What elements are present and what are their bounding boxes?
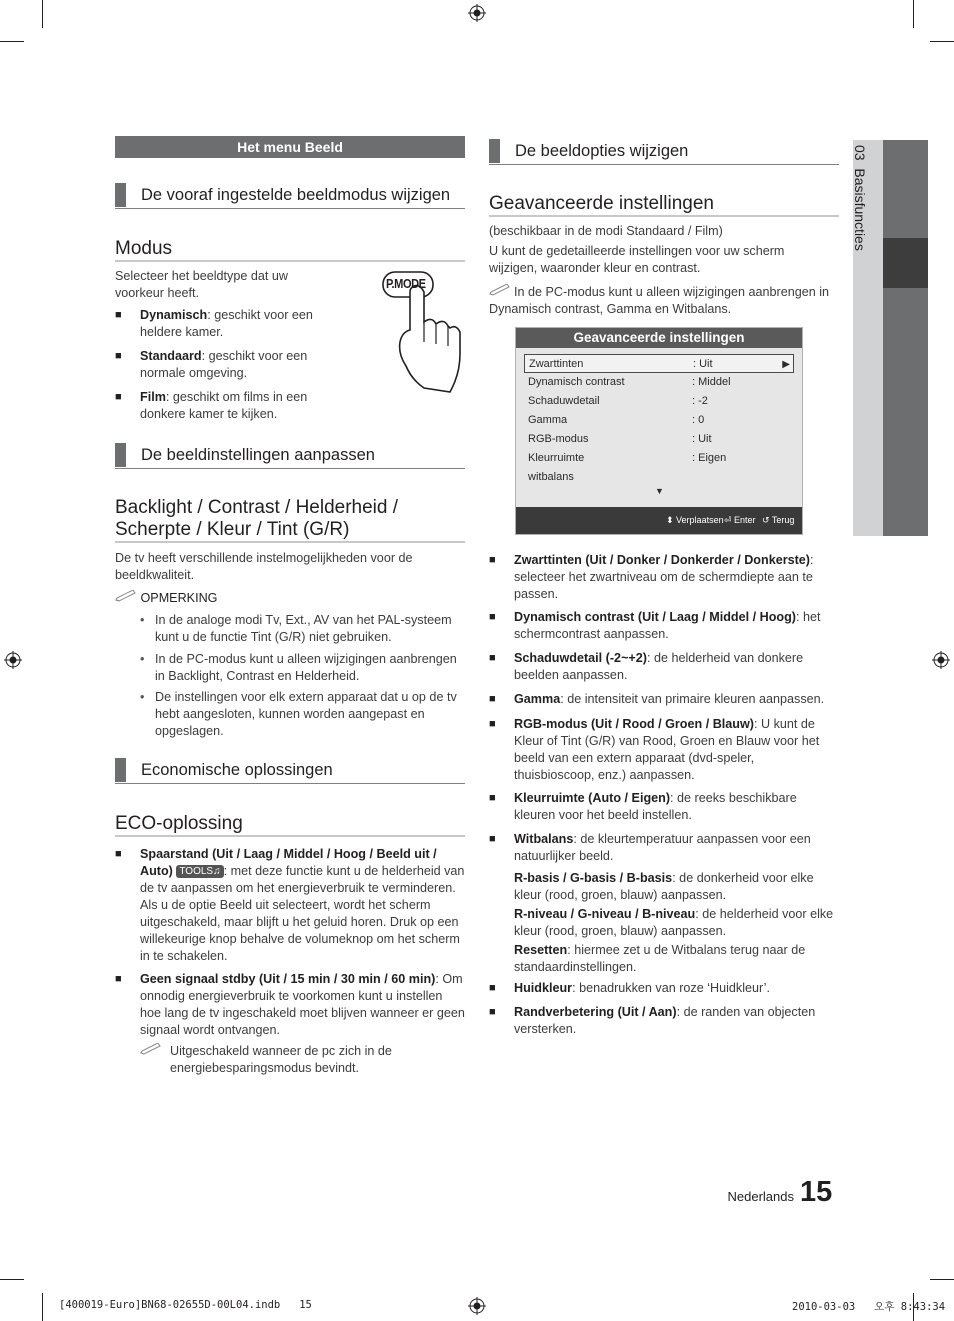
note-item: • In de PC-modus kunt u alleen wijzigingen aanbrengen in Backlight, Contrast en Helderheid. [140,651,465,685]
option-item: ■ Huidkleur: benadrukken van roze ‘Huidkleur’. [489,980,834,997]
option-item: ■ Kleurruimte (Auto / Eigen): de reeks beschikbare kleuren voor het beeld instellen. [489,790,834,824]
subhead-preset: De vooraf ingestelde beeldmodus wijzigen [115,185,465,209]
chapter-tab-marker [883,238,928,288]
footer-language: Nederlands [727,1189,794,1204]
tools-badge: TOOLS♫ [176,865,223,878]
witbalans-sub-item: Resetten: hiermee zet u de Witbalans terug naar de standaardinstellingen. [514,943,806,974]
eco-title: ECO-oplossing [115,813,465,837]
print-timestamp: 2010-03-03 오후 8:43:34 [792,1301,946,1313]
option-item: ■ Dynamisch contrast (Uit / Laag / Middel / Hoog): het schermcontrast aanpassen. [489,609,834,643]
option-item: ■ RGB-modus (Uit / Rood / Groen / Blauw): U kunt de Kleur of Tint (G/R) van Rood, Groen en Blauw voor het beeld van een extern apparaat (dvd-speler, thuisbioscoop, enz.) aanpassen. [489,716,834,784]
modus-title: Modus [115,238,465,262]
subhead-adjust: De beeldinstellingen aanpassen [115,445,465,469]
advanced-availability: (beschikbaar in de modi Standaard / Film) [489,224,723,238]
page-number: 15 [800,1176,833,1208]
subhead-options: De beeldopties wijzigen [489,141,839,165]
osd-row[interactable]: RGB-modus : Uit [528,433,712,445]
note-item: • De instellingen voor elk extern apparaat dat u op de tv hebt aangesloten, kunnen worden aangepast en opgeslagen. [140,689,465,740]
eco-note: Uitgeschakeld wanneer de pc zich in de energiebesparingsmodus bevindt. [170,1044,392,1075]
modus-item: ■ Film: geschikt om films in een donkere kamer te kijken. [115,389,330,423]
option-item: ■ Zwarttinten (Uit / Donker / Donkerder / Donkerste): selecteer het zwartniveau om de schermdiepte aan te passen. [489,552,834,603]
witbalans-sub-item: R-basis / G-basis / B-basis: de donkerheid voor elke kleur (rood, groen, blauw) aanpassen. [514,871,814,902]
osd-hint-enter: ⏎ Enter [724,515,756,525]
option-item: ■ Randverbetering (Uit / Aan): de randen van objecten versterken. [489,1004,834,1038]
crop-mark [930,1279,954,1280]
crop-mark [42,1293,43,1321]
osd-row[interactable]: Dynamisch contrast : Middel [528,376,731,388]
modus-item: ■ Dynamisch: geschikt voor een heldere kamer. [115,307,330,341]
crop-mark [42,0,43,28]
osd-row[interactable]: Kleurruimte : Eigen [528,452,727,464]
option-item: ■ Witbalans: de kleurtemperatuur aanpassen voor een natuurlijker beeld. [489,831,834,865]
registration-mark-icon [468,1297,486,1315]
pencil-note-icon [140,1043,162,1055]
scroll-down-icon[interactable]: ▼ [655,486,664,496]
section-title: Het menu Beeld [115,136,465,158]
osd-menu [515,327,803,535]
osd-hint-move: ⬍ Verplaatsen [666,515,724,525]
chapter-tab-label: 03 Basisfuncties [852,145,868,251]
osd-hint-back: ↺ Terug [762,515,795,525]
registration-mark-icon [932,651,950,669]
registration-mark-icon [468,4,486,22]
backlight-intro: De tv heeft verschillende instelmogelijkheden voor de beeldkwaliteit. [115,551,413,582]
file-info: [400019-Euro]BN68-02655D-00L04.indb 15 [59,1299,312,1311]
modus-intro: Selecteer het beeldtype dat uw voorkeur heeft. [115,269,288,300]
backlight-title: Backlight / Contrast / Helderheid / Scherpte / Kleur / Tint (G/R) [115,497,465,543]
osd-row[interactable]: Schaduwdetail : -2 [528,395,708,407]
advanced-intro: U kunt de gedetailleerde instellingen voor uw scherm wijzigen, waaronder kleur en contrast. [489,244,785,275]
advanced-note: In de PC-modus kunt u alleen wijzigingen aanbrengen in Dynamisch contrast, Gamma en Witbalans. [489,285,830,316]
crop-mark [913,0,914,28]
crop-mark [0,1279,24,1280]
note-heading: OPMERKING [115,590,315,607]
option-item: ■ Gamma: de intensiteit van primaire kleuren aanpassen. [489,691,834,708]
crop-mark [930,41,954,42]
osd-row[interactable]: Zwarttinten : Uit ▶ [524,354,794,373]
pmode-button-label: P.MODE [386,276,426,291]
pencil-note-icon [115,590,137,602]
chapter-tab-band [883,140,928,536]
eco-item: ■ Geen signaal stdby (Uit / 15 min / 30 min / 60 min): Om onnodig energieverbruik te voorkomen kunt u instellen hoe lang de tv ingeschakeld moet blijven wanneer er geen signaal wordt ontvangen. [115,971,465,1039]
note-item: • In de analoge modi Tv, Ext., AV van het PAL-systeem kunt u de functie Tint (G/R) niet gebruiken. [140,612,465,646]
osd-title: Geavanceerde instellingen [516,328,802,348]
subhead-eco: Economische oplossingen [115,760,465,784]
osd-footer [516,507,802,534]
option-item: ■ Schaduwdetail (-2~+2): de helderheid van donkere beelden aanpassen. [489,650,834,684]
eco-item: ■ Spaarstand (Uit / Laag / Middel / Hoog / Beeld uit / Auto) TOOLS♫ : met deze functie kunt u de helderheid van de tv aanpassen om het energieverbruik te verminderen. Als u de optie Beeld uit selecteert, wordt het scherm uitgeschakeld, maar blijft u het geluid horen. Druk op een willekeurige knop behalve de volumeknop om het scherm in te schakelen. [115,846,465,965]
advanced-title: Geavanceerde instellingen [489,193,839,217]
osd-row[interactable]: witbalans [528,471,574,483]
arrow-right-icon: ▶ [782,359,790,370]
registration-mark-icon [4,651,22,669]
osd-row[interactable]: Gamma : 0 [528,414,705,426]
modus-item: ■ Standaard: geschikt voor een normale omgeving. [115,348,330,382]
witbalans-sub-item: R-niveau / G-niveau / B-niveau: de helderheid voor elke kleur (rood, groen, blauw) aanpassen. [514,907,834,938]
crop-mark [0,41,24,42]
